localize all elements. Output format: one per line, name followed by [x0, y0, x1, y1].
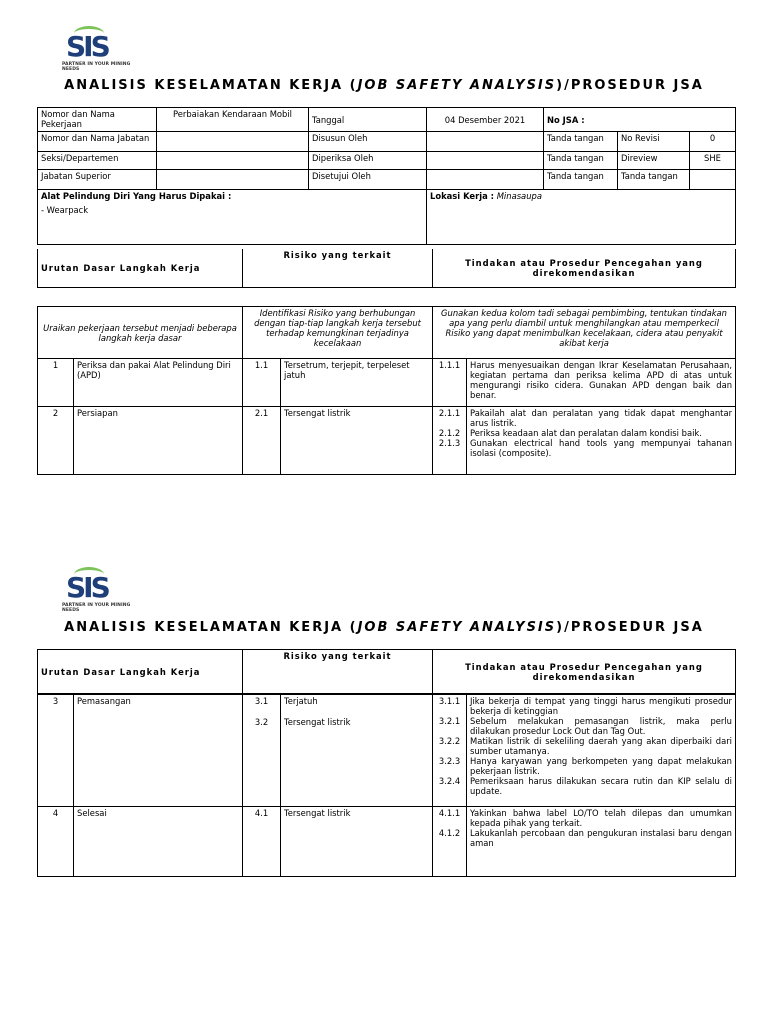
position-value	[157, 132, 309, 152]
approved-by-value	[427, 170, 544, 190]
action-texts	[467, 407, 736, 475]
job-name-value: Perbaiakan Kendaraan Mobil	[157, 108, 309, 132]
work-location-cell	[427, 190, 736, 245]
signature-label-1: Tanda tangan	[544, 132, 618, 152]
jsa-table-1	[37, 306, 736, 475]
column-header-table-2	[37, 649, 736, 694]
action-text: Periksa keadaan alat dan peralatan dalam kondisi baik.	[470, 428, 702, 438]
approved-by-label: Disetujui Oleh	[309, 170, 427, 190]
checked-by-value	[427, 152, 544, 170]
superior-label: Jabatan Superior	[38, 170, 157, 190]
risk-number: 2.1	[243, 407, 281, 475]
risk-text: Tersetrum, terjepit, terpeleset jatuh	[281, 359, 433, 407]
risk-numbers	[243, 695, 281, 807]
action-number: 4.1.1	[438, 808, 461, 818]
logo-mark: SIS	[66, 30, 108, 63]
step-text: Periksa dan pakai Alat Pelindung Diri (APD)	[74, 359, 243, 407]
signature-label-2: Tanda tangan	[544, 152, 618, 170]
action-text: Matikan listrik di sekeliling daerah yang akan diperbaiki dari sumber utamanya.	[470, 736, 732, 756]
signature-label-3: Tanda tangan	[544, 170, 618, 190]
header-steps: Urutan Dasar Langkah Kerja	[38, 650, 243, 694]
work-location-label: Lokasi Kerja :	[430, 191, 495, 201]
page-title: ANALISIS KESELAMATAN KERJA (JOB SAFETY ANALYSIS)/PROSEDUR JSA	[64, 78, 704, 93]
signature-value	[690, 170, 736, 190]
jsa-table-2	[37, 694, 736, 877]
checked-by-label: Diperiksa Oleh	[309, 152, 427, 170]
ppe-item: - Wearpack	[41, 205, 89, 215]
risk-texts	[281, 695, 433, 807]
action-text: Hanya karyawan yang berkompeten yang dapat melakukan pekerjaan listrik.	[470, 756, 732, 776]
risk-number: 4.1	[243, 807, 281, 877]
step-number: 1	[38, 359, 74, 407]
column-header-table-1	[37, 249, 736, 288]
step-text: Selesai	[74, 807, 243, 877]
risk-text: Tersengat listrik	[281, 807, 433, 877]
company-logo-page-2	[62, 573, 132, 619]
step-number: 3	[38, 695, 74, 807]
action-number: 1.1.1	[433, 359, 467, 407]
action-numbers	[433, 695, 467, 807]
logo-tagline: PARTNER IN YOUR MINING NEEDS	[62, 62, 131, 72]
action-text: Sebelum melakukan pemasangan listrik, maka perlu dilakukan prosedur Lock Out dan Tag Out.	[470, 716, 732, 736]
revision-label: No Revisi	[618, 132, 690, 152]
header-steps: Urutan Dasar Langkah Kerja	[38, 249, 243, 287]
header-risks: Risiko yang terkait	[243, 249, 433, 287]
prepared-by-label: Disusun Oleh	[309, 132, 427, 152]
step-number: 4	[38, 807, 74, 877]
guide-risks: Identifikasi Risiko yang berhubungan dengan tiap-tiap langkah kerja tersebut terhadap kemungkinan terjadinya kecelakaan	[243, 307, 433, 359]
department-value	[157, 152, 309, 170]
superior-value	[157, 170, 309, 190]
action-number: 3.2.3	[438, 756, 461, 766]
action-text: Gunakan electrical hand tools yang mempunyai tahanan isolasi (composite).	[470, 438, 733, 458]
page-title-2: ANALISIS KESELAMATAN KERJA (JOB SAFETY ANALYSIS)/PROSEDUR JSA	[64, 620, 704, 635]
guide-actions: Gunakan kedua kolom tadi sebagai pembimbing, tentukan tindakan apa yang perlu diambil untuk menghilangkan atau memperkecil Risiko yang dapat menimbulkan kecelakaan, cidera atau penyakit akibat kerja	[433, 307, 736, 359]
signature-label-4: Tanda tangan	[618, 170, 690, 190]
risk-text: Tersengat listrik	[284, 717, 351, 727]
action-number: 2.1.3	[438, 438, 461, 448]
department-label: Seksi/Departemen	[38, 152, 157, 170]
logo-tagline: PARTNER IN YOUR MINING NEEDS	[62, 603, 131, 613]
position-label: Nomor dan Nama Jabatan	[38, 132, 157, 152]
guide-steps: Uraikan pekerjaan tersebut menjadi beberapa langkah kerja dasar	[38, 307, 243, 359]
ppe-cell	[38, 190, 427, 245]
logo-mark: SIS	[66, 571, 108, 604]
risk-text: Terjatuh	[284, 696, 318, 706]
action-number: 4.1.2	[438, 828, 461, 838]
step-text: Persiapan	[74, 407, 243, 475]
risk-text: Tersengat listrik	[281, 407, 433, 475]
reviewed-value: SHE	[690, 152, 736, 170]
action-texts	[467, 695, 736, 807]
action-text: Yakinkan bahwa label LO/TO telah dilepas dan umumkan kepada pihak yang terkait.	[470, 808, 732, 828]
action-number: 2.1.1	[438, 408, 461, 418]
risk-number: 3.2	[254, 717, 269, 727]
action-numbers	[433, 807, 467, 877]
header-risks: Risiko yang terkait	[243, 650, 433, 694]
action-text: Jika bekerja di tempat yang tinggi harus mengikuti prosedur bekerja di ketinggian	[470, 696, 732, 716]
date-value: 04 Desember 2021	[427, 108, 544, 132]
company-logo	[62, 32, 132, 78]
action-number: 3.2.4	[438, 776, 461, 786]
action-text: Lakukanlah percobaan dan pengukuran instalasi baru dengan aman	[470, 828, 732, 848]
action-number: 3.1.1	[438, 696, 461, 706]
ppe-label: Alat Pelindung Diri Yang Harus Dipakai :	[41, 191, 232, 201]
action-text: Pemeriksaan harus dilakukan secara rutin dan KIP selalu di update.	[470, 776, 732, 796]
info-table	[37, 107, 736, 245]
action-numbers	[433, 407, 467, 475]
header-actions: Tindakan atau Prosedur Pencegahan yang direkomendasikan	[433, 650, 736, 694]
prepared-by-value	[427, 132, 544, 152]
risk-number: 1.1	[243, 359, 281, 407]
jsa-number-label: No JSA :	[544, 108, 736, 132]
action-number: 3.2.1	[438, 716, 461, 726]
action-number: 3.2.2	[438, 736, 461, 746]
header-actions: Tindakan atau Prosedur Pencegahan yang direkomendasikan	[433, 249, 736, 287]
job-name-label: Nomor dan Nama Pekerjaan	[38, 108, 157, 132]
reviewed-label: Direview	[618, 152, 690, 170]
date-label: Tanggal	[309, 108, 427, 132]
revision-value: 0	[690, 132, 736, 152]
action-number: 2.1.2	[438, 428, 461, 438]
step-text: Pemasangan	[74, 695, 243, 807]
action-text: Harus menyesuaikan dengan Ikrar Keselamatan Perusahaan, kegiatan pertama dan periksa kelima APD di atas untuk mengurangi risiko cidera. Gunakan APD dengan baik dan benar.	[467, 359, 736, 407]
action-texts	[467, 807, 736, 877]
step-number: 2	[38, 407, 74, 475]
work-location-value: Minasaupa	[496, 191, 542, 201]
risk-number: 3.1	[254, 696, 269, 706]
action-text: Pakailah alat dan peralatan yang tidak dapat menghantar arus listrik.	[470, 408, 733, 428]
